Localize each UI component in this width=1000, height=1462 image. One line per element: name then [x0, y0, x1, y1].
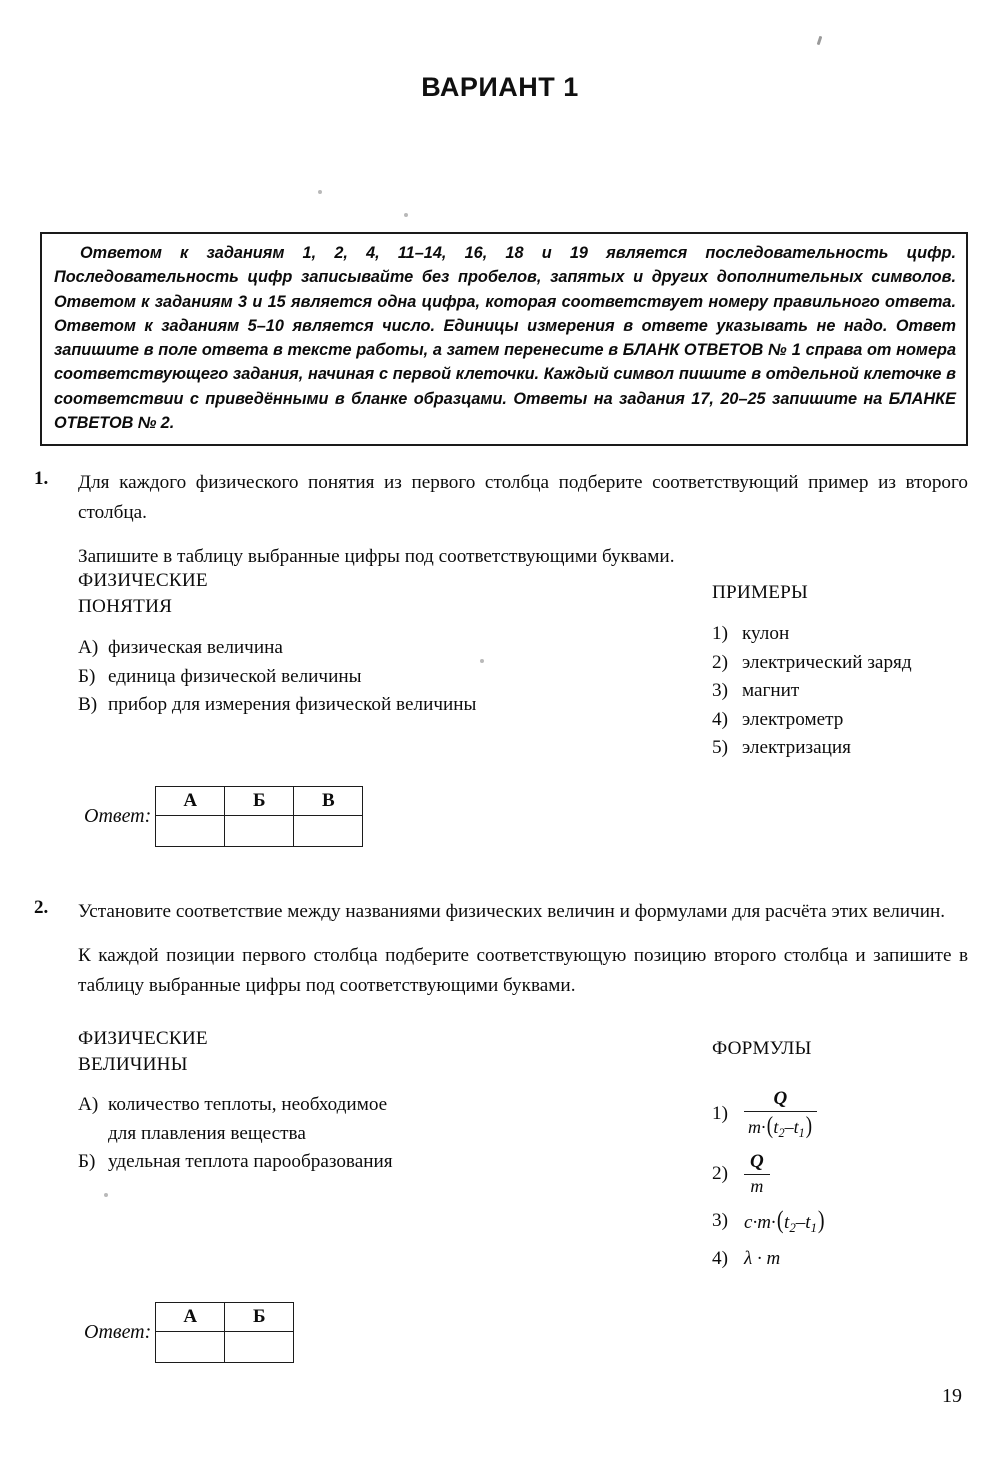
den-sub2: 2 [778, 1125, 785, 1140]
formula-3-expression [744, 1207, 825, 1236]
task-2-answer-label: Ответ: [84, 1321, 152, 1343]
task-1-number: 1. [34, 468, 49, 489]
task-2-right-column [712, 1036, 992, 1270]
f3-minus: – [795, 1211, 806, 1233]
task-1-right-marker-3: 3) [712, 680, 728, 701]
table-row [156, 787, 363, 816]
task-1-answer-table[interactable] [155, 786, 363, 847]
table-row [156, 816, 363, 847]
f3-t2: t [784, 1211, 790, 1233]
list-item [712, 677, 992, 706]
scan-speck [318, 190, 322, 194]
task-2-left-text-b: удельная теплота парообразования [108, 1151, 393, 1172]
scan-speck [404, 213, 408, 217]
task-2-left-marker-a: А) [78, 1094, 99, 1115]
task-1-left-heading-line1: ФИЗИЧЕСКИЕ [78, 570, 208, 591]
task-1-right-text-4: электрометр [742, 708, 844, 730]
instruction-text: Ответом к заданиям 1, 2, 4, 11–14, 16, 18 и 19 является последовательность цифр. Последовательность цифр записывайте без пробелов, запятых и других дополнительных символов. Ответом к заданиям 3 и 15 является одна цифра, которая соответствует номеру правильного ответа. Ответом к заданиям 5–10 является число. Единицы измерения в ответе указывать не надо. Ответ запишите в поле ответа в тексте работы, а затем перенесите в БЛАНК ОТВЕТОВ № 1 справа от номера соответствующего задания, начиная с первой клеточки. Каждый символ пишите в отдельной клеточке в соответствии с приведёнными в бланке образцами. Ответы на задания 17, 20–25 запишите на БЛАНКЕ ОТВЕТОВ № 2. [54, 244, 956, 433]
list-item [78, 663, 638, 692]
f3-m: m [757, 1211, 771, 1233]
paren-close: ) [817, 1206, 825, 1234]
task-1-answer-header-a: А [156, 787, 225, 816]
task-1-paragraph-1: Для каждого физического понятия из первого столбца подберите соответствующий пример из второго столбца. [78, 472, 968, 523]
list-item [712, 620, 992, 649]
formula-marker-3: 3) [712, 1210, 728, 1232]
list-item [78, 1148, 638, 1177]
task-1-right-text-3: магнит [742, 680, 800, 701]
task-1-left-marker-v: В) [78, 694, 98, 715]
den-t2: t [773, 1117, 779, 1137]
task-1-answer-cell-a[interactable] [156, 816, 225, 847]
f3-t1: t [805, 1211, 811, 1233]
task-2-answer-table[interactable] [155, 1302, 294, 1363]
task-2-right-heading: ФОРМУЛЫ [712, 1038, 812, 1059]
task-2-paragraph-2: К каждой позиции первого столбца подберите соответствующую позицию второго столбца и запишите в таблицу выбранные цифры под соответствующими буквами. [78, 945, 968, 996]
paren-open: ( [766, 1113, 773, 1139]
task-2-answer-cell-b[interactable] [225, 1332, 294, 1363]
task-1-left-column [78, 568, 638, 720]
scan-speck [104, 1193, 108, 1197]
task-1-right-text-2: электрический заряд [742, 651, 912, 673]
task-1-right-text-5: электризация [742, 737, 851, 758]
task-1-right-heading: ПРИМЕРЫ [712, 582, 808, 603]
task-1-right-marker-1: 1) [712, 623, 728, 644]
formula-item-1 [712, 1088, 992, 1141]
table-row [156, 1303, 294, 1332]
formula-4-expression [744, 1248, 780, 1270]
formula-fraction-1 [744, 1088, 817, 1141]
formula-item-4 [712, 1248, 992, 1270]
task-2-left-column [78, 1026, 638, 1177]
task-2-left-heading-line2: ВЕЛИЧИНЫ [78, 1054, 188, 1075]
task-1-answer-cell-v[interactable] [294, 816, 363, 847]
task-1-left-text-a: физическая величина [108, 637, 283, 658]
formula-1-numerator: Q [744, 1088, 817, 1112]
list-item [712, 734, 992, 763]
task-1-left-text-b: единица физической величины [108, 665, 362, 687]
task-1-answer-area [84, 786, 363, 847]
f4-m: m [766, 1248, 781, 1270]
page-number: 19 [942, 1385, 962, 1407]
task-2-left-text-a-cont: для плавления вещества [108, 1122, 306, 1144]
task-1-answer-label: Ответ: [84, 805, 152, 827]
den-m: m [748, 1117, 761, 1137]
formula-item-3 [712, 1207, 992, 1236]
task-1-left-marker-b: Б) [78, 665, 96, 687]
formula-fraction-2 [744, 1151, 770, 1197]
paren-open: ( [776, 1206, 784, 1234]
task-1-right-marker-4: 4) [712, 708, 728, 730]
task-1-left-marker-a: А) [78, 637, 99, 658]
task-1-right-column [712, 580, 992, 763]
task-2-answer-header-b: Б [225, 1303, 294, 1332]
task-2-answer-header-a: А [156, 1303, 225, 1332]
list-item [78, 634, 638, 663]
den-minus: – [784, 1117, 794, 1137]
formula-1-denominator [744, 1112, 817, 1141]
task-1-right-marker-5: 5) [712, 737, 728, 758]
scan-speck [817, 36, 823, 45]
page-title: ВАРИАНТ 1 [421, 72, 579, 102]
f4-dot: · [756, 1248, 762, 1270]
task-2-left-heading-line1: ФИЗИЧЕСКИЕ [78, 1028, 208, 1049]
task-2-answer-cell-a[interactable] [156, 1332, 225, 1363]
den-dot: · [761, 1117, 766, 1137]
task-2-body [78, 897, 968, 1001]
task-1-right-text-1: кулон [742, 623, 790, 644]
paren-close: ) [805, 1113, 812, 1139]
list-item [712, 706, 992, 735]
formula-2-denominator: m [750, 1175, 764, 1196]
list-item [78, 691, 638, 720]
table-row [156, 1332, 294, 1363]
instruction-box [40, 232, 968, 446]
task-1-answer-header-v: В [294, 787, 363, 816]
formula-marker-1: 1) [712, 1103, 728, 1125]
formula-2-numerator: Q [744, 1151, 770, 1175]
formula-item-2 [712, 1151, 992, 1197]
task-2-answer-area [84, 1302, 294, 1363]
list-item [78, 1091, 638, 1120]
formula-marker-2: 2) [712, 1162, 728, 1184]
task-2-left-text-a: количество теплоты, необходимое [108, 1094, 388, 1115]
f3-sub2: 2 [789, 1220, 796, 1236]
f3-sub1: 1 [810, 1220, 817, 1236]
task-1-left-text-v: прибор для измерения физической величины [108, 694, 477, 715]
den-sub1: 1 [798, 1125, 805, 1140]
task-2-paragraph-1: Установите соответствие между названиями физических величин и формулами для расчёта этих величин. [78, 901, 946, 922]
task-1-paragraph-2: Запишите в таблицу выбранные цифры под соответствующими буквами. [78, 546, 675, 567]
task-2-left-marker-b: Б) [78, 1151, 96, 1172]
den-t1: t [793, 1117, 799, 1137]
task-1-left-heading-line2: ПОНЯТИЯ [78, 596, 173, 617]
f3-dot1: · [752, 1211, 758, 1233]
f3-dot2: · [770, 1211, 776, 1233]
task-1-answer-cell-b[interactable] [225, 816, 294, 847]
task-2-number: 2. [34, 897, 49, 918]
list-item [712, 649, 992, 678]
f4-lambda: λ [744, 1248, 753, 1270]
task-1-right-marker-2: 2) [712, 651, 728, 673]
formula-marker-4: 4) [712, 1248, 728, 1270]
task-1-answer-header-b: Б [225, 787, 294, 816]
task-1-body [78, 468, 968, 572]
f3-c: c [744, 1211, 753, 1233]
